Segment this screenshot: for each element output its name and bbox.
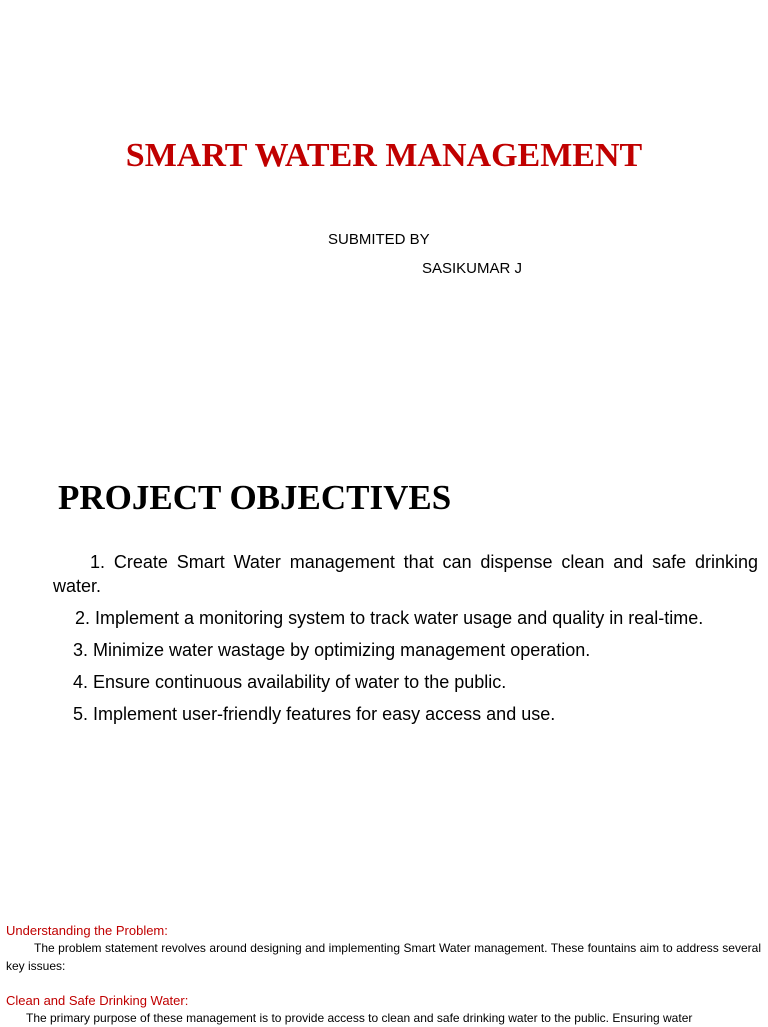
objective-item-1: 1. Create Smart Water management that can dispense clean and safe drinking water.	[53, 552, 758, 596]
understanding-body: The problem statement revolves around designing and implementing Smart Water management. These fountains aim to address several key issues:	[6, 941, 761, 973]
objective-item-2: 2. Implement a monitoring system to track water usage and quality in real-time.	[75, 608, 704, 628]
project-objectives-heading: PROJECT OBJECTIVES	[58, 478, 452, 517]
objectives-list	[53, 550, 758, 734]
clean-water-heading: Clean and Safe Drinking Water:	[6, 993, 189, 1008]
author-name: SASIKUMAR J	[422, 260, 523, 277]
objective-item-3: 3. Minimize water wastage by optimizing management operation.	[73, 640, 591, 660]
objective-item-5: 5. Implement user-friendly features for easy access and use.	[73, 704, 556, 724]
document-title: SMART WATER MANAGEMENT	[125, 137, 643, 174]
submitted-by-label: SUBMITED BY	[328, 231, 430, 248]
clean-water-body: The primary purpose of these management is to provide access to clean and safe drinking water to the public. Ensuring water	[26, 1011, 693, 1025]
understanding-heading: Understanding the Problem:	[6, 923, 168, 938]
objective-item-4: 4. Ensure continuous availability of water to the public.	[73, 672, 507, 692]
